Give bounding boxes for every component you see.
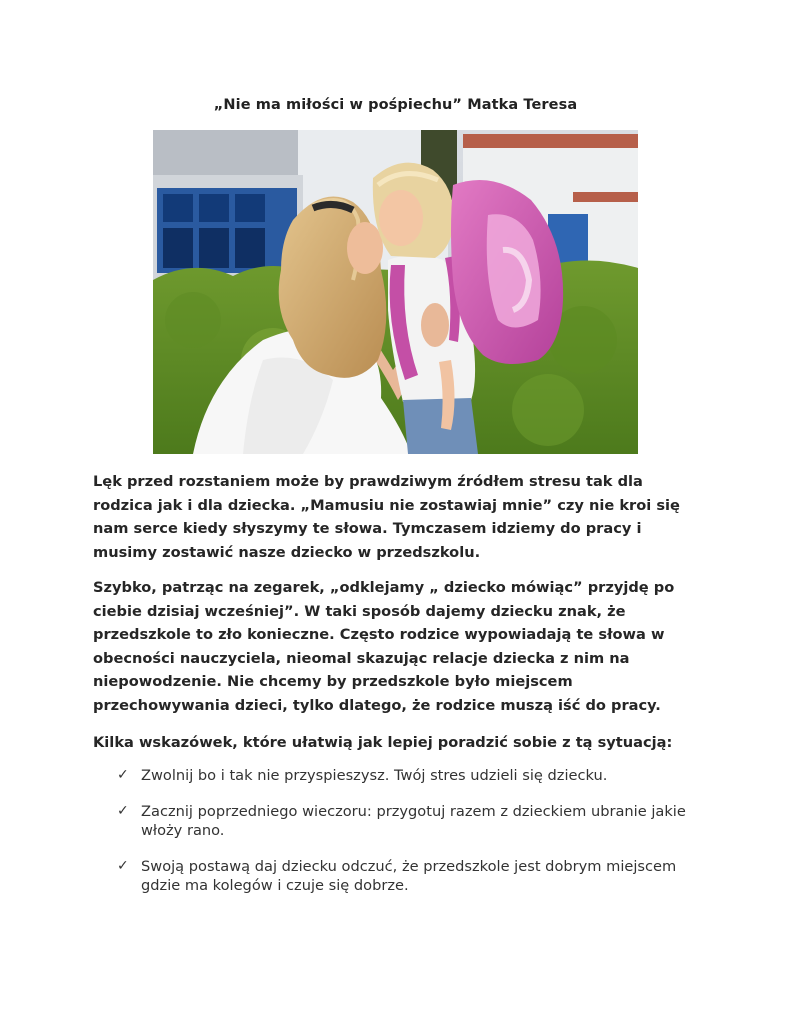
document-title: „Nie ma miłości w pośpiechu” Matka Teresa <box>213 97 578 113</box>
tip-text: Zwolnij bo i tak nie przyspieszysz. Twój stres udzieli się dziecku. <box>141 767 608 784</box>
tips-heading: Kilka wskazówek, które ułatwią jak lepiej poradzić sobie z tą sytuacją: <box>93 734 673 751</box>
intro-paragraph: Lęk przed rozstaniem może by prawdziwym źródłem stresu tak dla rodzica jak i dla dziecka. „Mamusiu nie zostawiaj mnie” czy nie kroi się nam serce kiedy słyszymy te słowa. Tymczasem idziemy do pracy i musimy zostawić nasze dziecko w przedszkolu. <box>93 473 680 561</box>
mother-and-child-photo <box>153 130 638 454</box>
checkmark-icon: ✓ <box>117 858 129 874</box>
list-item <box>117 766 707 785</box>
checkmark-icon: ✓ <box>117 767 129 783</box>
list-item <box>117 857 707 895</box>
tip-text: Zacznij poprzedniego wieczoru: przygotuj razem z dzieckiem ubranie jakie włoży rano. <box>141 803 686 839</box>
list-item <box>117 802 707 840</box>
tip-text: Swoją postawą daj dziecku odczuć, że przedszkole jest dobrym miejscem gdzie ma kolegów i czuje się dobrze. <box>141 858 677 894</box>
body-paragraph: Szybko, patrząc na zegarek, „odklejamy „ dziecko mówiąc” przyjdę po ciebie dzisiaj wcześniej”. W taki sposób dajemy dziecku znak, że przedszkole to zło konieczne. Często rodzice wypowiadają te słowa w obecności nauczyciela, nieomal skazując relacje dziecka z nim na niepowodzenie. Nie chcemy by przedszkole było miejscem przechowywania dzieci, tylko dlatego, że rodzice muszą iść do pracy. <box>93 579 675 714</box>
checkmark-icon: ✓ <box>117 803 129 819</box>
tips-list <box>117 766 707 912</box>
